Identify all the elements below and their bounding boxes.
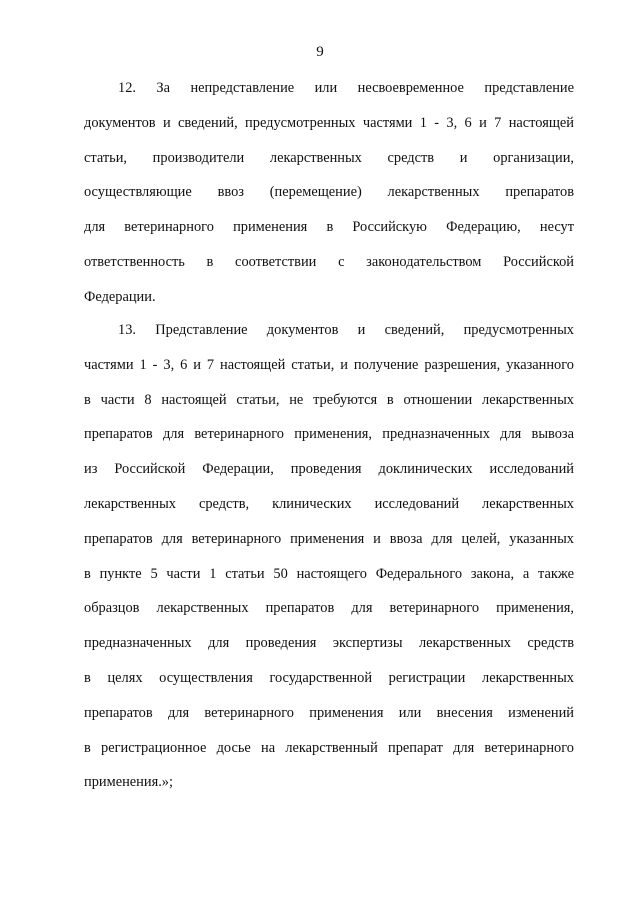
paragraph-line: лекарственных средств, клинических исследований лекарственных [84,495,574,512]
paragraph-line: образцов лекарственных препаратов для ветеринарного применения, [84,600,574,617]
paragraph-line: статьи, производители лекарственных средств и организации, [84,149,574,166]
paragraph-line: в регистрационное досье на лекарственный препарат для ветеринарного [84,739,574,756]
paragraph-line: применения.»; [84,774,173,791]
paragraph-line: документов и сведений, предусмотренных частями 1 - 3, 6 и 7 настоящей [84,114,574,131]
paragraph-line: препаратов для ветеринарного применения, предназначенных для вывоза [84,426,574,443]
paragraph-line: для ветеринарного применения в Российскую Федерацию, несут [84,219,574,236]
page-number: 9 [316,44,324,60]
paragraph-line: Федерации. [84,288,156,305]
paragraph-line: осуществляющие ввоз (перемещение) лекарственных препаратов [84,184,574,201]
paragraph-line: частями 1 - 3, 6 и 7 настоящей статьи, и получение разрешения, указанного [84,356,574,373]
paragraph-line: из Российской Федерации, проведения доклинических исследований [84,461,574,478]
paragraph-line: в пункте 5 части 1 статьи 50 настоящего Федерального закона, а также [84,565,574,582]
paragraph-line: в части 8 настоящей статьи, не требуются в отношении лекарственных [84,391,574,408]
paragraph-13 [84,320,574,807]
paragraph-line: 13. Представление документов и сведений, предусмотренных [118,322,574,338]
paragraph-line: ответственность в соответствии с законодательством Российской [84,253,574,270]
paragraph-line: 12. За непредставление или несвоевременное представление [118,80,574,96]
paragraph-line: в целях осуществления государственной регистрации лекарственных [84,669,574,686]
paragraph-line: препаратов для ветеринарного применения или внесения изменений [84,704,574,721]
paragraph-line: препаратов для ветеринарного применения и ввоза для целей, указанных [84,530,574,547]
paragraph-line: предназначенных для проведения экспертизы лекарственных средств [84,635,574,652]
paragraph-12 [84,78,574,322]
